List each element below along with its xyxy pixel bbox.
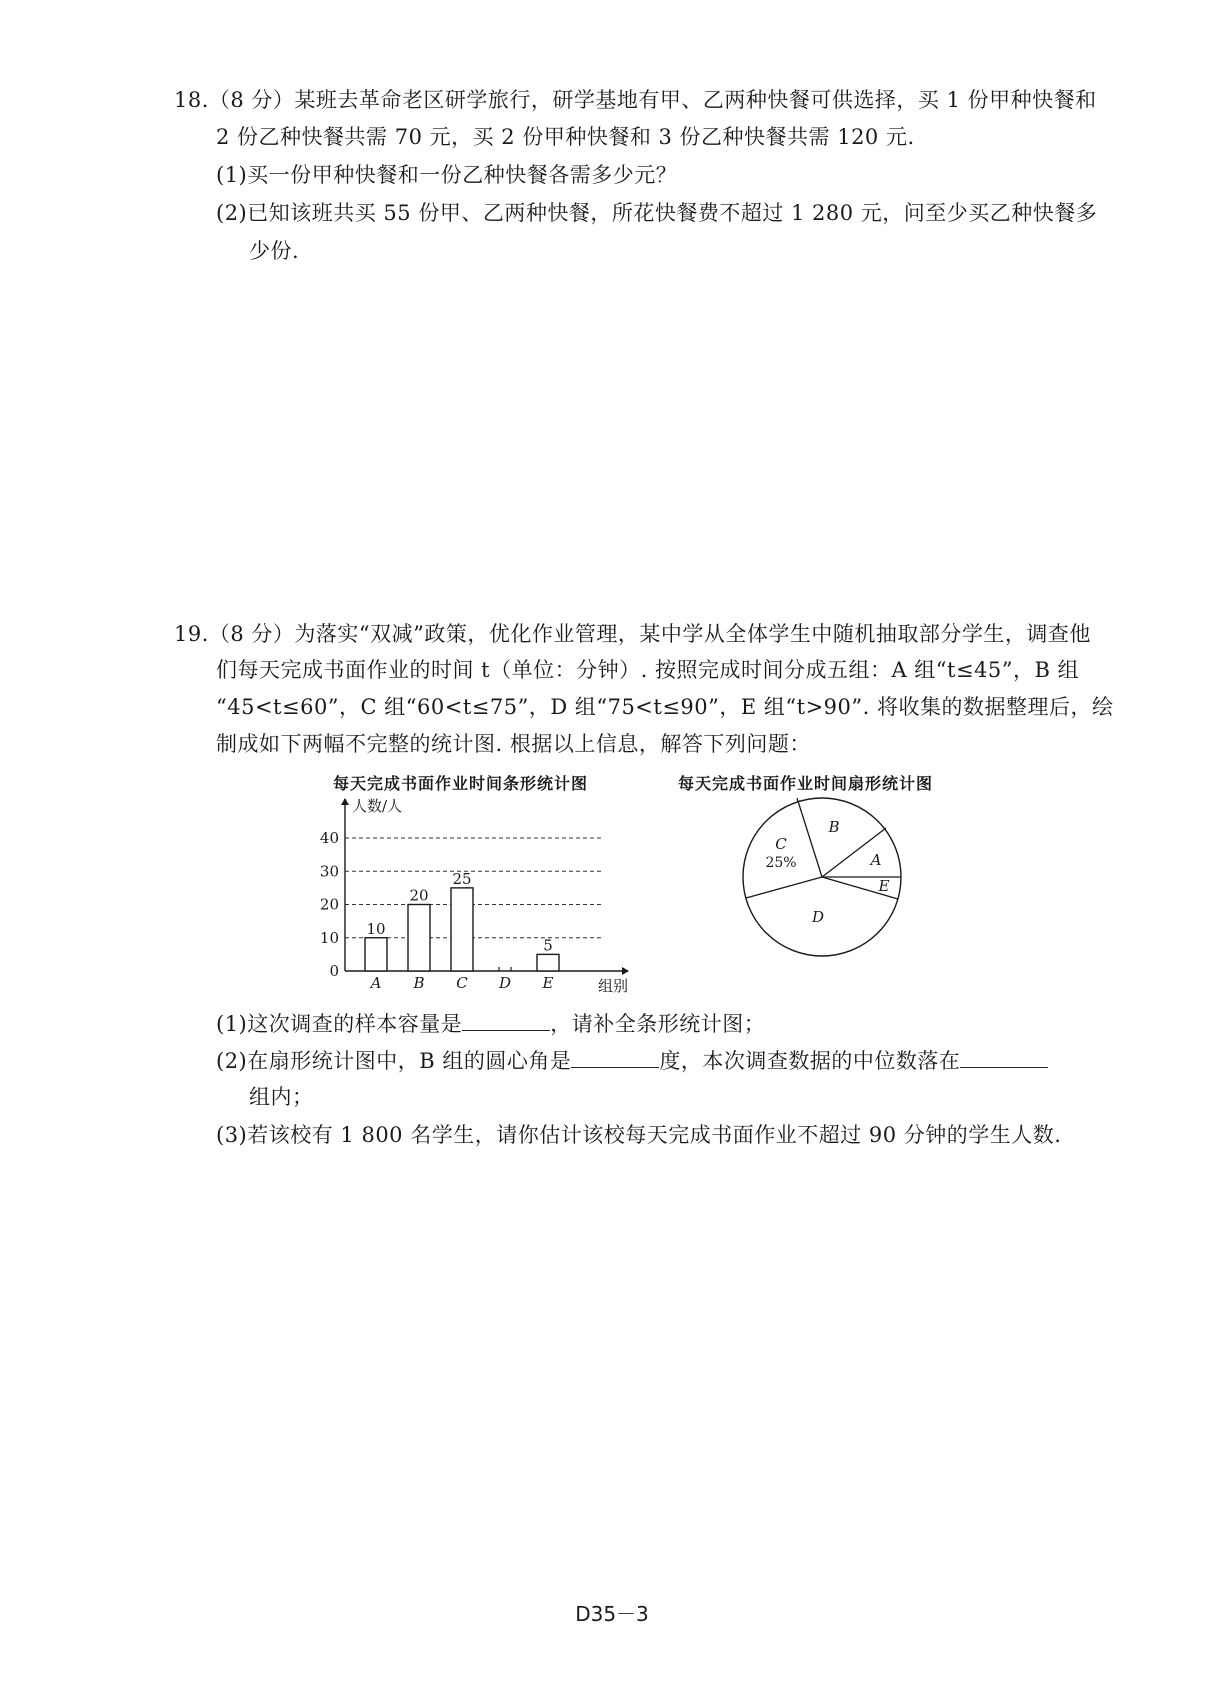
q19-part-2 bbox=[216, 1045, 1048, 1075]
q19-part-1-text: (1)这次调查的样本容量是 bbox=[216, 1012, 463, 1036]
pie-chart-title: 每天完成书面作业时间扇形统计图 bbox=[678, 774, 934, 793]
pie-label-b: B bbox=[828, 818, 840, 836]
q19-part-3: (3)若该校有 1 800 名学生，请你估计该校每天完成书面作业不超过 90 分钟的学生人数. bbox=[216, 1123, 1062, 1147]
q19-part-1-text-end: ，请补全条形统计图； bbox=[550, 1012, 766, 1036]
pie-chart bbox=[732, 787, 912, 967]
q19-part-2-continued: 组内； bbox=[249, 1085, 314, 1109]
x-category-label: B bbox=[413, 974, 425, 992]
q19-line-4: 制成如下两幅不完整的统计图. 根据以上信息，解答下列问题： bbox=[216, 732, 811, 756]
bar-b bbox=[408, 905, 430, 972]
q18-part-1: (1)买一份甲种快餐和一份乙种快餐各需多少元？ bbox=[216, 163, 678, 187]
pie-label-d: D bbox=[811, 908, 825, 926]
bar-data-label: 20 bbox=[409, 886, 429, 905]
bar-chart bbox=[310, 795, 640, 1015]
pie-divider bbox=[746, 877, 822, 898]
q19-part-1 bbox=[216, 1008, 765, 1038]
x-category-label: A bbox=[370, 974, 382, 992]
q19-part-2-text-mid: 度，本次调查数据的中位数落在 bbox=[659, 1049, 961, 1073]
bar-e bbox=[537, 954, 559, 971]
y-tick-label: 30 bbox=[319, 862, 339, 881]
y-axis-label: 人数/人 bbox=[352, 797, 403, 815]
q18-part-2-continued: 少份. bbox=[249, 239, 300, 263]
q19-line-1: 19.（8 分）为落实“双减”政策，优化作业管理，某中学从全体学生中随机抽取部分学生，调查他 bbox=[174, 622, 1091, 646]
bar-chart-title: 每天完成书面作业时间条形统计图 bbox=[333, 774, 589, 793]
pie-divider bbox=[797, 798, 822, 877]
q18-line-1: 18.（8 分）某班去革命老区研学旅行，研学基地有甲、乙两种快餐可供选择，买 1 份甲种快餐和 bbox=[174, 88, 1097, 112]
page-number: D35－3 bbox=[575, 1602, 649, 1626]
q19-part-2-text: (2)在扇形统计图中，B 组的圆心角是 bbox=[216, 1049, 572, 1073]
bar-c bbox=[451, 888, 473, 971]
pie-label-e: E bbox=[878, 877, 890, 895]
bar-a bbox=[365, 938, 387, 971]
y-tick-label: 0 bbox=[329, 962, 339, 980]
pie-label-a: A bbox=[870, 851, 882, 869]
pie-label-c: C bbox=[775, 835, 787, 853]
q19-line-3: “45<t≤60”，C 组“60<t≤75”，D 组“75<t≤90”，E 组“t>90”. 将收集的数据整理后，绘 bbox=[216, 695, 1114, 719]
y-tick-label: 40 bbox=[319, 829, 339, 847]
bar-data-label: 10 bbox=[366, 919, 386, 938]
answer-blank-median-group[interactable] bbox=[960, 1045, 1048, 1068]
answer-blank-sample-size[interactable] bbox=[462, 1008, 550, 1031]
x-category-label: E bbox=[542, 974, 554, 992]
q18-line-2: 2 份乙种快餐共需 70 元，买 2 份甲种快餐和 3 份乙种快餐共需 120 元. bbox=[216, 125, 915, 149]
x-category-label: D bbox=[498, 974, 512, 992]
q18-part-2: (2)已知该班共买 55 份甲、乙两种快餐，所花快餐费不超过 1 280 元，问至少买乙种快餐多 bbox=[216, 201, 1098, 225]
y-tick-label: 10 bbox=[319, 928, 339, 947]
y-tick-label: 20 bbox=[319, 895, 339, 914]
x-axis-label: 组别 bbox=[598, 977, 629, 995]
q19-line-2: 们每天完成书面作业的时间 t（单位：分钟）. 按照完成时间分成五组：A 组“t≤45”，B 组 bbox=[216, 658, 1080, 682]
pie-percent-c: 25% bbox=[765, 855, 797, 871]
bar-data-label: 5 bbox=[543, 936, 553, 955]
x-category-label: C bbox=[456, 974, 468, 992]
answer-blank-angle[interactable] bbox=[571, 1045, 659, 1068]
bar-data-label: 25 bbox=[452, 869, 472, 888]
